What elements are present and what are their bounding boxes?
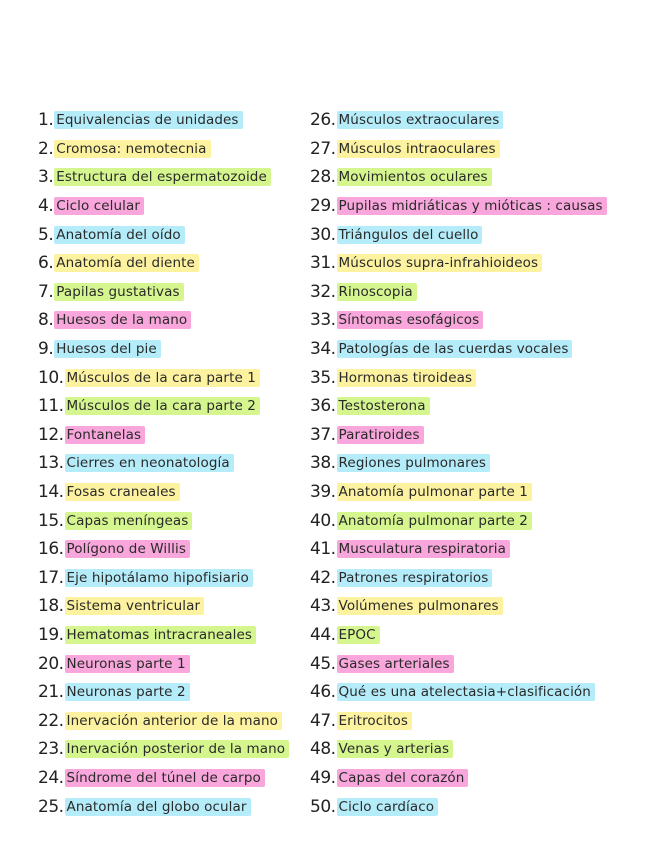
list-item — [310, 564, 607, 593]
list-item — [38, 678, 289, 707]
item-number: 25. — [38, 796, 64, 817]
item-number: 39. — [310, 482, 336, 503]
item-number: 46. — [310, 682, 336, 703]
item-label: Fontanelas — [65, 426, 146, 444]
item-number: 21. — [38, 682, 64, 703]
item-number: 9. — [38, 339, 54, 360]
list-column-right — [310, 106, 607, 821]
list-item — [38, 592, 289, 621]
list-item — [310, 392, 607, 421]
item-label: Eritrocitos — [337, 712, 413, 730]
item-label: Ciclo celular — [54, 197, 144, 215]
item-number: 50. — [310, 796, 336, 817]
item-number: 23. — [38, 739, 64, 760]
item-number: 43. — [310, 596, 336, 617]
item-label: Músculos de la cara parte 1 — [65, 369, 260, 387]
item-label: Cierres en neonatología — [65, 454, 234, 472]
item-number: 1. — [38, 110, 54, 131]
list-item — [38, 535, 289, 564]
item-number: 14. — [38, 482, 64, 503]
item-label: Paratiroides — [337, 426, 424, 444]
item-number: 15. — [38, 510, 64, 531]
list-item — [38, 335, 289, 364]
list-item — [38, 363, 289, 392]
item-number: 19. — [38, 624, 64, 645]
item-label: Capas del corazón — [337, 769, 469, 787]
list-item — [38, 735, 289, 764]
item-label: Huesos de la mano — [54, 311, 191, 329]
list-item — [310, 706, 607, 735]
item-label: Anatomía del diente — [54, 254, 199, 272]
item-label: Musculatura respiratoria — [337, 540, 510, 558]
list-item — [310, 306, 607, 335]
item-number: 13. — [38, 453, 64, 474]
list-item — [310, 678, 607, 707]
list-item — [310, 278, 607, 307]
list-item — [310, 478, 607, 507]
list-item — [310, 192, 607, 221]
list-item — [310, 592, 607, 621]
item-label: Anatomía del oído — [54, 226, 185, 244]
item-number: 16. — [38, 539, 64, 560]
list-item — [38, 106, 289, 135]
item-label: Rinoscopia — [337, 283, 417, 301]
item-label: Neuronas parte 1 — [65, 655, 190, 673]
list-item — [38, 706, 289, 735]
list-item — [38, 421, 289, 450]
item-label: Eje hipotálamo hipofisiario — [65, 569, 253, 587]
list-item — [310, 220, 607, 249]
item-label: Venas y arterias — [337, 740, 454, 758]
item-label: Síntomas esofágicos — [337, 311, 484, 329]
list-item — [310, 735, 607, 764]
item-number: 36. — [310, 396, 336, 417]
item-number: 41. — [310, 539, 336, 560]
list-item — [38, 506, 289, 535]
item-number: 30. — [310, 224, 336, 245]
list-item — [38, 392, 289, 421]
list-item — [310, 363, 607, 392]
item-label: Patologías de las cuerdas vocales — [337, 340, 573, 358]
item-label: EPOC — [337, 626, 380, 644]
item-label: Músculos extraoculares — [337, 111, 504, 129]
item-number: 42. — [310, 567, 336, 588]
item-number: 17. — [38, 567, 64, 588]
item-number: 37. — [310, 424, 336, 445]
item-number: 49. — [310, 767, 336, 788]
item-label: Hematomas intracraneales — [65, 626, 256, 644]
list-column-left — [38, 106, 289, 821]
list-item — [310, 106, 607, 135]
item-number: 20. — [38, 653, 64, 674]
item-label: Neuronas parte 2 — [65, 683, 190, 701]
item-number: 45. — [310, 653, 336, 674]
item-label: Músculos supra-infrahioideos — [337, 254, 543, 272]
item-label: Anatomía pulmonar parte 1 — [337, 483, 532, 501]
list-item — [310, 249, 607, 278]
item-label: Polígono de Willis — [65, 540, 190, 558]
item-number: 38. — [310, 453, 336, 474]
item-number: 26. — [310, 110, 336, 131]
item-label: Inervación anterior de la mano — [65, 712, 283, 730]
item-number: 34. — [310, 339, 336, 360]
item-label: Fosas craneales — [65, 483, 180, 501]
item-label: Músculos intraoculares — [337, 140, 500, 158]
item-label: Equivalencias de unidades — [54, 111, 242, 129]
list-item — [38, 764, 289, 793]
item-label: Movimientos oculares — [337, 168, 492, 186]
list-item — [310, 535, 607, 564]
item-number: 40. — [310, 510, 336, 531]
item-label: Testosterona — [337, 397, 430, 415]
item-label: Estructura del espermatozoide — [54, 168, 271, 186]
list-item — [38, 163, 289, 192]
list-item — [310, 792, 607, 821]
item-number: 27. — [310, 138, 336, 159]
list-item — [38, 449, 289, 478]
item-number: 24. — [38, 767, 64, 788]
item-number: 11. — [38, 396, 64, 417]
item-label: Sistema ventricular — [65, 597, 205, 615]
item-label: Síndrome del túnel de carpo — [65, 769, 265, 787]
list-item — [38, 792, 289, 821]
item-number: 32. — [310, 281, 336, 302]
item-label: Hormonas tiroideas — [337, 369, 477, 387]
list-item — [310, 421, 607, 450]
list-item — [310, 449, 607, 478]
item-number: 28. — [310, 167, 336, 188]
item-label: Anatomía del globo ocular — [65, 798, 251, 816]
item-number: 10. — [38, 367, 64, 388]
list-item — [38, 278, 289, 307]
item-number: 31. — [310, 253, 336, 274]
list-item — [310, 135, 607, 164]
item-label: Inervación posterior de la mano — [65, 740, 290, 758]
list-item — [38, 220, 289, 249]
item-number: 48. — [310, 739, 336, 760]
item-number: 7. — [38, 281, 54, 302]
list-item — [38, 478, 289, 507]
item-number: 3. — [38, 167, 54, 188]
item-label: Papilas gustativas — [54, 283, 183, 301]
item-label: Pupilas midriáticas y mióticas : causas — [337, 197, 607, 215]
item-number: 35. — [310, 367, 336, 388]
item-number: 5. — [38, 224, 54, 245]
item-label: Triángulos del cuello — [337, 226, 483, 244]
item-number: 22. — [38, 710, 64, 731]
item-label: Ciclo cardíaco — [337, 798, 439, 816]
list-item — [38, 306, 289, 335]
item-label: Músculos de la cara parte 2 — [65, 397, 260, 415]
item-number: 44. — [310, 624, 336, 645]
item-number: 12. — [38, 424, 64, 445]
item-label: Qué es una atelectasia+clasificación — [337, 683, 595, 701]
item-label: Gases arteriales — [337, 655, 454, 673]
item-number: 8. — [38, 310, 54, 331]
item-label: Capas meníngeas — [65, 512, 193, 530]
item-number: 2. — [38, 138, 54, 159]
list-item — [310, 163, 607, 192]
list-item — [38, 564, 289, 593]
list-item — [38, 135, 289, 164]
list-item — [310, 649, 607, 678]
item-label: Volúmenes pulmonares — [337, 597, 503, 615]
item-number: 6. — [38, 253, 54, 274]
list-item — [310, 621, 607, 650]
item-number: 47. — [310, 710, 336, 731]
list-item — [38, 192, 289, 221]
item-label: Patrones respiratorios — [337, 569, 493, 587]
list-item — [38, 249, 289, 278]
list-item — [310, 764, 607, 793]
item-number: 29. — [310, 196, 336, 217]
list-item — [310, 506, 607, 535]
item-number: 33. — [310, 310, 336, 331]
item-label: Cromosa: nemotecnia — [54, 140, 210, 158]
item-label: Huesos del pie — [54, 340, 161, 358]
item-number: 4. — [38, 196, 54, 217]
item-number: 18. — [38, 596, 64, 617]
list-item — [38, 621, 289, 650]
list-item — [310, 335, 607, 364]
item-label: Regiones pulmonares — [337, 454, 490, 472]
list-item — [38, 649, 289, 678]
item-label: Anatomía pulmonar parte 2 — [337, 512, 532, 530]
